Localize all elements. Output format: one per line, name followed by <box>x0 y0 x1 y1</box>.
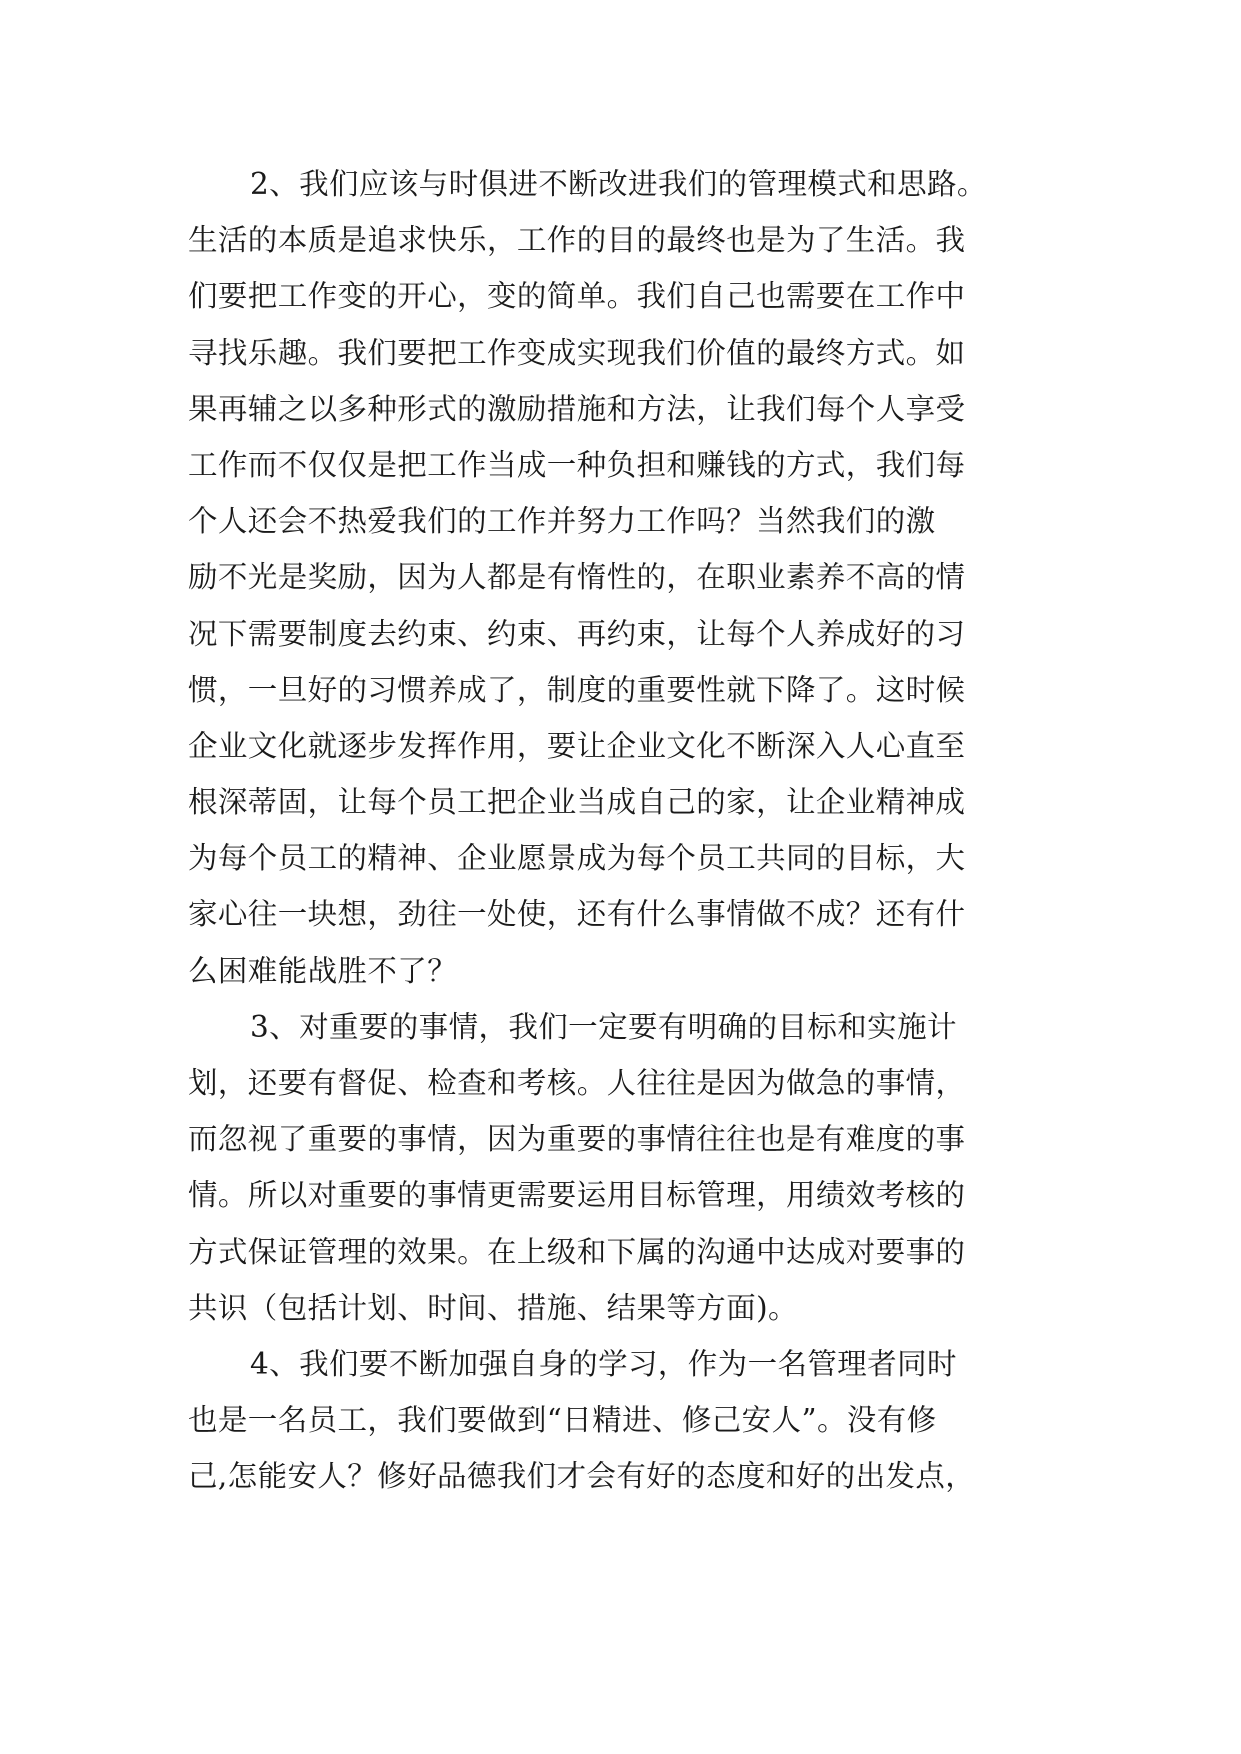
paragraph-2-line-11: 企业文化就逐步发挥作用，要让企业文化不断深入人心直至 <box>188 728 966 763</box>
paragraph-3-line-2: 划，还要有督促、检查和考核。人往往是因为做急的事情， <box>188 1066 966 1100</box>
paragraph-2-line-14: 家心往一块想，劲往一处使，还有什么事情做不成？还有什 <box>188 897 966 932</box>
paragraph-2-line-6: 工作而不仅仅是把工作当成一种负担和赚钱的方式，我们每 <box>188 447 966 482</box>
paragraph-2-line-13: 为每个员工的精神、企业愿景成为每个员工共同的目标，大 <box>188 841 966 876</box>
paragraph-3-line-5: 方式保证管理的效果。在上级和下属的沟通中达成对要事的 <box>188 1234 966 1269</box>
paragraph-4-line-3: 己,怎能安人？修好品德我们才会有好的态度和好的出发点， <box>188 1459 976 1494</box>
paragraph-2-line-5: 果再辅之以多种形式的激励措施和方法，让我们每个人享受 <box>188 391 966 426</box>
paragraph-2-line-4: 寻找乐趣。我们要把工作变成实现我们价值的最终方式。如 <box>188 335 966 370</box>
paragraph-3-line-6: 共识（包括计划、时间、措施、结果等方面)。 <box>188 1290 798 1325</box>
paragraph-4-line-1: 4、我们要不断加强自身的学习，作为一名管理者同时 <box>250 1346 957 1381</box>
paragraph-2-line-8: 励不光是奖励，因为人都是有惰性的，在职业素养不高的情 <box>188 560 966 595</box>
paragraph-2-line-2: 生活的本质是追求快乐，工作的目的最终也是为了生活。我 <box>188 223 966 258</box>
paragraph-2-line-12: 根深蒂固，让每个员工把企业当成自己的家，让企业精神成 <box>188 785 966 820</box>
paragraph-3-line-1: 3、对重要的事情，我们一定要有明确的目标和实施计 <box>250 1009 957 1044</box>
paragraph-2-line-10: 惯，一旦好的习惯养成了，制度的重要性就下降了。这时候 <box>188 672 966 707</box>
paragraph-2-line-3: 们要把工作变的开心，变的简单。我们自己也需要在工作中 <box>188 279 966 314</box>
paragraph-2-line-1: 2、我们应该与时俱进不断改进我们的管理模式和思路。 <box>250 167 987 201</box>
paragraph-3-line-3: 而忽视了重要的事情，因为重要的事情往往也是有难度的事 <box>188 1122 966 1157</box>
paragraph-4-line-2: 也是一名员工，我们要做到“日精进、修己安人”。没有修 <box>188 1403 937 1438</box>
paragraph-2-line-9: 况下需要制度去约束、约束、再约束，让每个人养成好的习 <box>188 616 966 651</box>
paragraph-2-line-15: 么困难能战胜不了？ <box>188 953 458 988</box>
paragraph-2-line-7: 个人还会不热爱我们的工作并努力工作吗？当然我们的激 <box>188 504 936 539</box>
paragraph-3-line-4: 情。所以对重要的事情更需要运用目标管理，用绩效考核的 <box>188 1178 966 1213</box>
body-text <box>188 156 1068 1505</box>
